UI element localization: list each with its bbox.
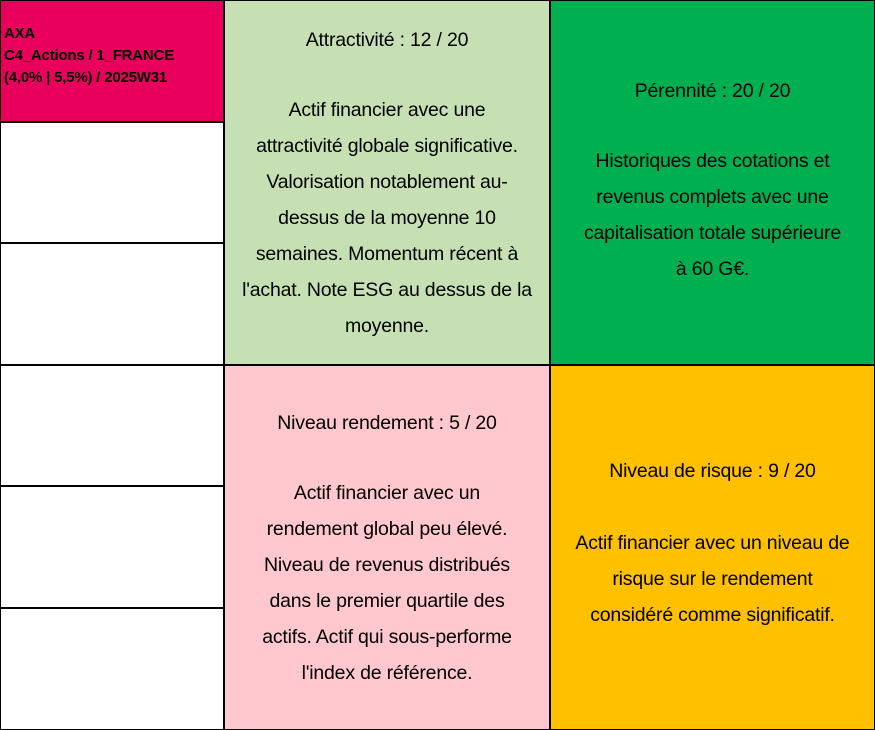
rendement-description	[258, 475, 516, 691]
text-line: l'achat. Note ESG au dessus de la	[242, 279, 532, 301]
text-line: Valorisation notablement au-	[266, 171, 508, 193]
text-line: rendement global peu élevé.	[266, 517, 508, 540]
attractivite-panel	[224, 0, 550, 365]
text-line: attractivité globale significative.	[256, 135, 518, 157]
text-line: à 60 G€.	[675, 257, 750, 280]
text-line: moyenne.	[344, 315, 430, 337]
text-line: dessus de la moyenne 10	[278, 207, 496, 229]
text-line: Actif financier avec un	[293, 481, 481, 504]
attractivite-title: Attractivité : 12 / 20	[305, 29, 469, 51]
text-line: Actif financier avec un niveau de	[575, 531, 850, 554]
asset-category: C4_Actions / 1_FRANCE	[4, 47, 175, 64]
text-line: dans le premier quartile des	[269, 589, 505, 612]
rendement-panel	[224, 365, 550, 730]
risque-panel	[550, 365, 875, 730]
text-line: considéré comme significatif.	[590, 603, 835, 626]
blank-cell-1	[0, 122, 224, 243]
perennite-panel	[550, 0, 875, 365]
asset-header	[0, 0, 224, 122]
text-line: revenus complets avec une	[596, 185, 829, 208]
rendement-title: Niveau rendement : 5 / 20	[277, 411, 497, 434]
blank-cell-4	[0, 486, 224, 608]
text-line: semaines. Momentum récent à	[255, 243, 519, 265]
text-line: Niveau de revenus distribués	[264, 553, 510, 576]
text-line: l'index de référence.	[301, 661, 473, 684]
text-line: capitalisation totale supérieure	[583, 221, 841, 244]
text-line: risque sur le rendement	[612, 567, 813, 590]
perennite-description	[580, 143, 845, 287]
attractivite-description	[238, 92, 536, 344]
asset-period: (4,0% | 5,5%) / 2025W31	[4, 69, 168, 86]
blank-cell-5	[0, 608, 224, 730]
text-line: actifs. Actif qui sous-performe	[262, 625, 512, 648]
risque-title: Niveau de risque : 9 / 20	[609, 459, 816, 482]
asset-name: AXA	[4, 25, 36, 42]
risque-description	[571, 525, 853, 633]
blank-cell-3	[0, 365, 224, 486]
text-line: Historiques des cotations et	[595, 149, 830, 172]
perennite-title: Pérennité : 20 / 20	[634, 79, 791, 102]
text-line: Actif financier avec une	[288, 99, 486, 121]
blank-cell-2	[0, 243, 224, 365]
